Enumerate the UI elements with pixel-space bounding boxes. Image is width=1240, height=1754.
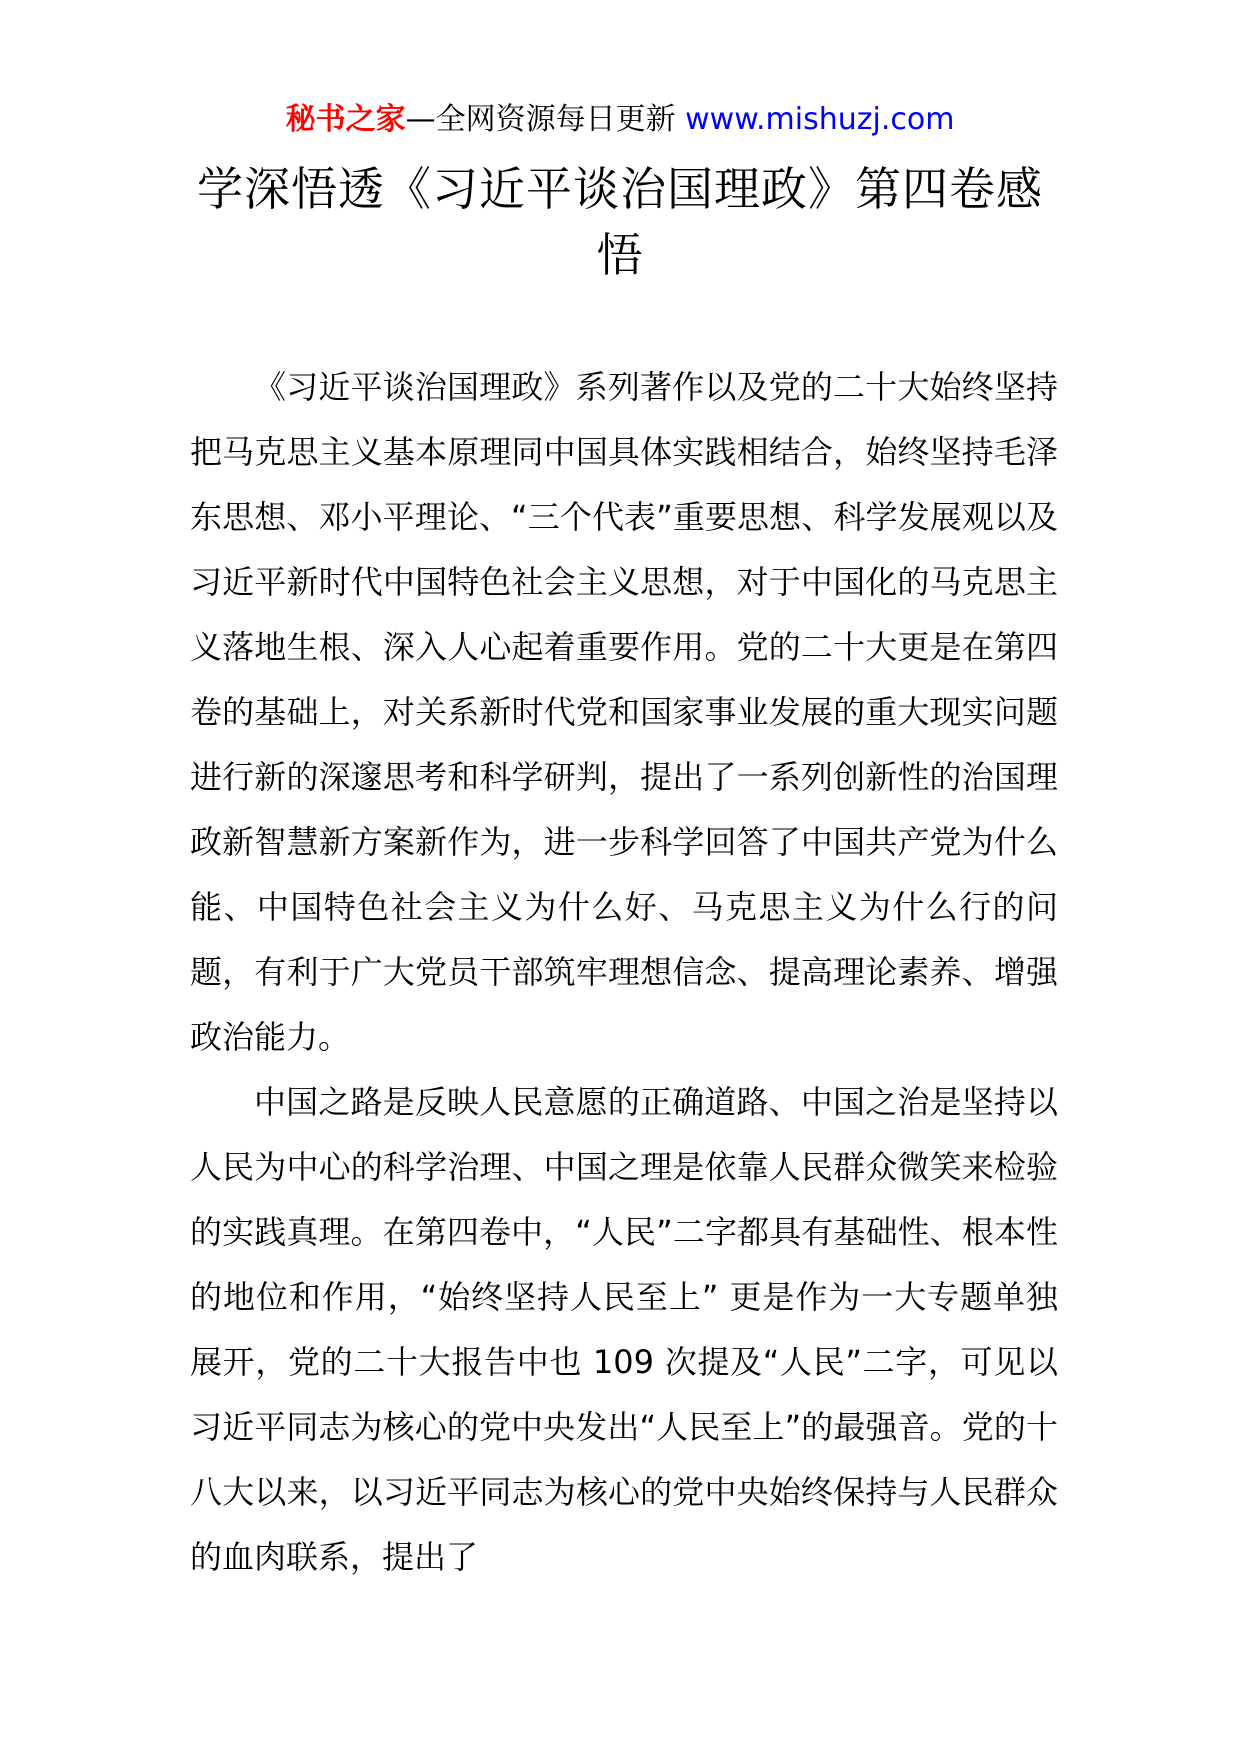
website-link[interactable]: www.mishuzj.com [685,102,955,137]
paragraph-2: 中国之路是反映人民意愿的正确道路、中国之治是坚持以人民为中心的科学治理、中国之理是依靠人民群众微笑来检验的实践真理。在第四卷中，“人民”二字都具有基础性、根本性的地位和作用，“始终坚持人民至上” 更是作为一大专题单独展开，党的二十大报告中也 109 次提及“人民”二字，可见以习近平同志为核心的党中央发出“人民至上”的最强音。党的十八大以来，以习近平同志为核心的党中央始终保持与人民群众的血肉联系，提出了 [190,1083,1058,1576]
brand-name: 秘书之家 [285,102,406,137]
page-header [0,100,1240,140]
paragraph-1: 《习近平谈治国理政》系列著作以及党的二十大始终坚持把马克思主义基本原理同中国具体实践相结合，始终坚持毛泽东思想、邓小平理论、“三个代表”重要思想、科学发展观以及习近平新时代中国特色社会主义思想，对于中国化的马克思主义落地生根、深入人心起着重要作用。党的二十大更是在第四卷的基础上，对关系新时代党和国家事业发展的重大现实问题进行新的深邃思考和科学研判，提出了一系列创新性的治国理政新智慧新方案新作为，进一步科学回答了中国共产党为什么能、中国特色社会主义为什么好、马克思主义为什么行的问题，有利于广大党员干部筑牢理想信念、提高理论素养、增强政治能力。 [190,368,1058,1056]
document-title: 学深悟透《习近平谈治国理政》第四卷感悟 [197,162,1043,282]
header-slogan: —全网资源每日更新 [405,102,686,137]
document-body [190,355,1058,1590]
